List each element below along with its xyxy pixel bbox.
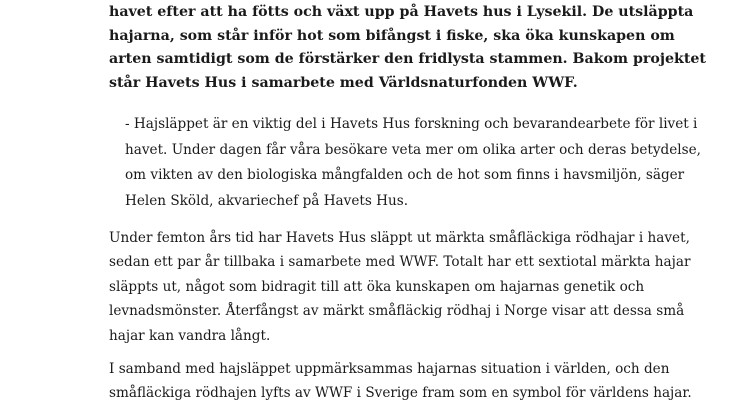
quote-line: havet. Under dagen får våra besökare veta mer om olika arter och deras betydelse, bbox=[125, 141, 701, 158]
quote-line: Helen Sköld, akvariechef på Havets Hus. bbox=[125, 192, 409, 209]
lead-line: hajarna, som står inför hot som bifångst i fiske, ska öka kunskapen om bbox=[109, 27, 675, 44]
body-line: I samband med hajsläppet uppmärksammas hajarnas situation i världen, och den bbox=[109, 361, 670, 377]
body-paragraph-situation bbox=[109, 357, 692, 406]
body-line: sedan ett par år tillbaka i samarbete med WWF. Totalt har ett sextiotal märkta hajar bbox=[109, 254, 691, 271]
body-line: småfläckiga rödhajen lyfts av WWF i Sverige fram som en symbol för världens hajar. bbox=[109, 385, 692, 402]
body-line: hajar kan vandra långt. bbox=[109, 327, 271, 344]
body-line: levnadsmönster. Återfångst av märkt småfläckig rödhaj i Norge visar att dessa små bbox=[109, 303, 685, 320]
body-paragraph-history bbox=[109, 226, 691, 348]
lead-line: står Havets Hus i samarbete med Världsnaturfonden WWF. bbox=[109, 74, 578, 91]
lead-line: havet efter att ha fötts och växt upp på Havets hus i Lysekil. De utsläppta bbox=[109, 4, 694, 20]
lead-paragraph bbox=[109, 1, 706, 95]
quote-line: - Hajsläppet är en viktig del i Havets Hus forskning och bevarandearbete för livet i bbox=[125, 116, 698, 132]
body-line: släppts ut, något som bidragit till att öka kunskapen om hajarnas genetik och bbox=[109, 278, 645, 295]
lead-line: arten samtidigt som de förstärker den fridlysta stammen. Bakom projektet bbox=[109, 51, 706, 67]
body-line: Under femton års tid har Havets Hus släppt ut märkta småfläckiga rödhajar i havet, bbox=[109, 230, 690, 246]
quote-paragraph bbox=[125, 112, 701, 214]
quote-line: om vikten av den biologiska mångfalden och de hot som finns i havsmiljön, säger bbox=[125, 167, 685, 183]
